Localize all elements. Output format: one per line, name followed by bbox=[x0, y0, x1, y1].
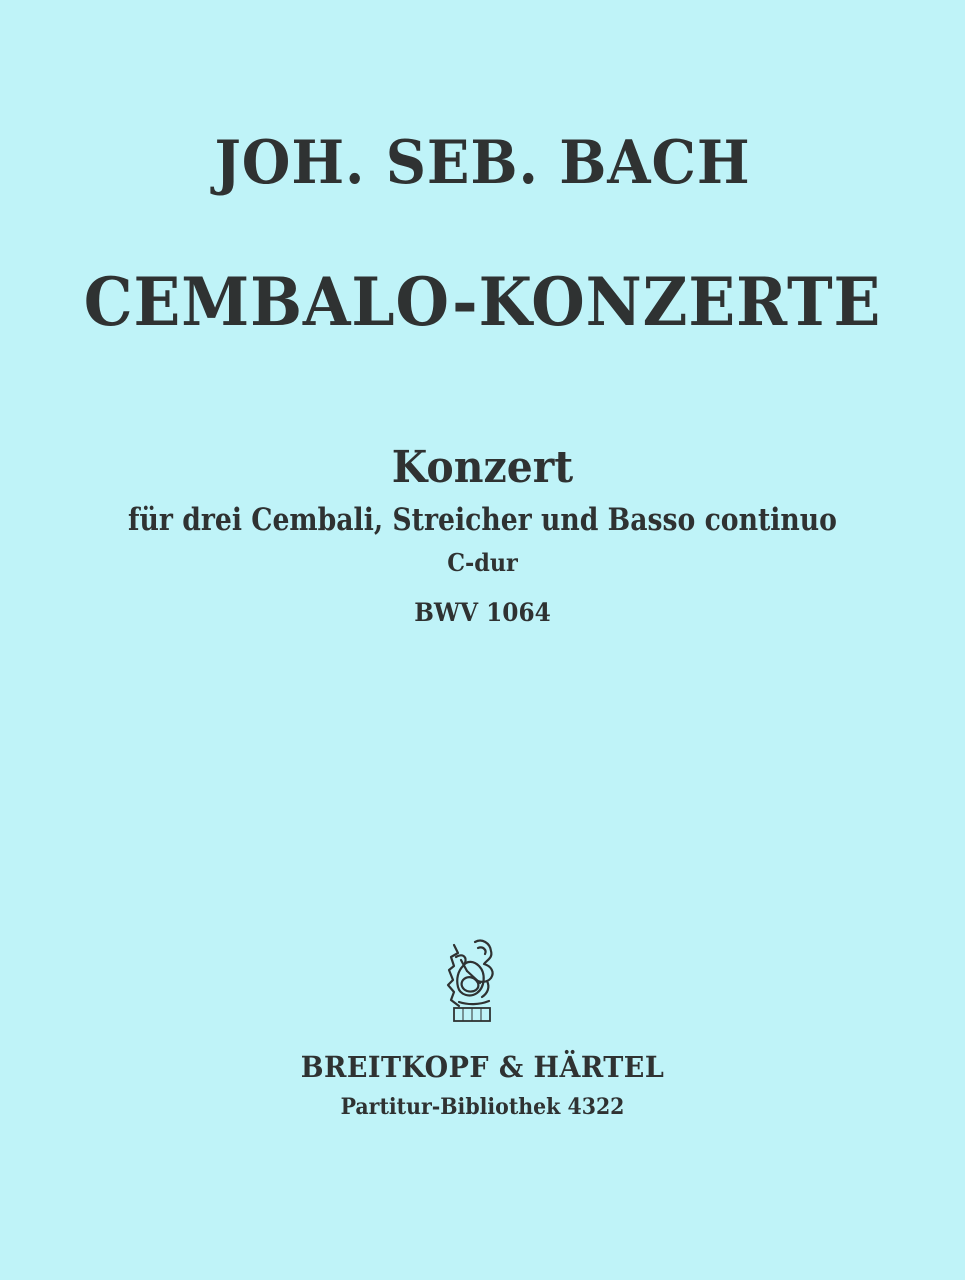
instrumentation: für drei Cembali, Streicher und Basso continuo bbox=[128, 502, 837, 538]
series-number: Partitur-Bibliothek 4322 bbox=[340, 1094, 625, 1120]
composer-name: JOH. SEB. BACH bbox=[214, 128, 751, 198]
publisher-name: BREITKOPF & HÄRTEL bbox=[300, 1050, 665, 1084]
series-title: CEMBALO-KONZERTE bbox=[83, 263, 882, 341]
work-title: Konzert bbox=[391, 442, 574, 493]
key-signature: C-dur bbox=[447, 548, 518, 577]
breitkopf-bear-emblem-icon bbox=[436, 935, 508, 1027]
catalog-number: BWV 1064 bbox=[414, 598, 551, 627]
